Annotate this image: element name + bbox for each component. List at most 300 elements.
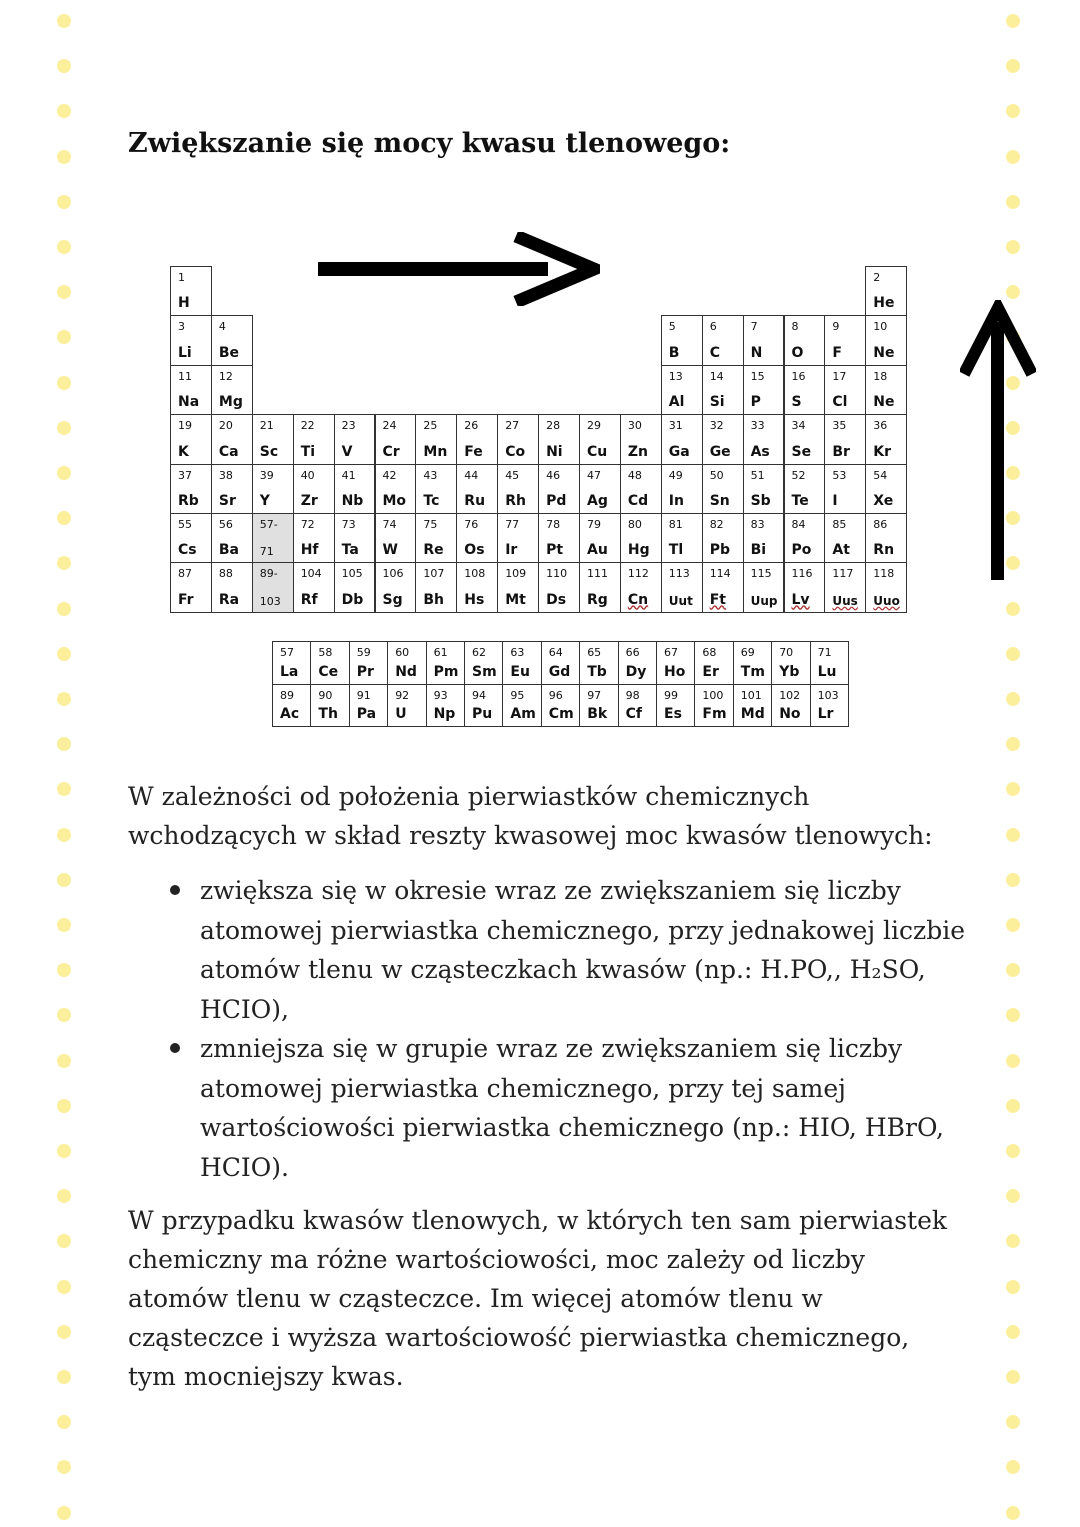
atomic-number: 98	[625, 688, 640, 702]
border-dot	[1006, 1325, 1020, 1339]
element-symbol: P	[750, 394, 761, 411]
element-symbol: Bi	[750, 542, 767, 559]
element-cell	[743, 464, 785, 514]
border-dot	[57, 1008, 71, 1022]
element-symbol: K	[178, 443, 189, 460]
element-symbol: Lu	[817, 663, 837, 680]
atomic-number: 76	[464, 518, 479, 531]
atomic-number: 68	[702, 646, 717, 659]
element-cell	[497, 464, 539, 514]
element-cell	[170, 365, 212, 415]
element-cell	[252, 414, 294, 464]
element-cell	[538, 414, 580, 464]
atomic-number: 87	[178, 567, 192, 581]
atomic-number: 13	[668, 369, 683, 383]
atomic-number: 67	[664, 646, 678, 659]
element-cell	[170, 464, 212, 514]
element-symbol: Hs	[464, 591, 485, 608]
element-cell	[334, 464, 376, 514]
atomic-number: 96	[548, 688, 563, 702]
atomic-number: 79	[587, 518, 601, 531]
element-symbol: Ag	[587, 492, 608, 509]
atomic-number: 32	[709, 419, 724, 433]
element-symbol: Ca	[218, 443, 239, 460]
element-symbol: Dy	[625, 663, 647, 680]
element-cell	[579, 464, 621, 514]
border-dot	[57, 1325, 71, 1339]
element-cell	[293, 562, 335, 612]
atomic-number: 61	[433, 646, 448, 659]
element-symbol: Ds	[546, 591, 567, 608]
element-cell	[293, 414, 335, 464]
element-symbol: Co	[505, 443, 526, 460]
element-cell	[824, 365, 866, 415]
border-dot	[1006, 963, 1020, 977]
atomic-number: 107	[423, 567, 445, 581]
atomic-number: 20	[218, 419, 233, 433]
element-symbol: Uuo	[873, 593, 900, 608]
element-cell	[771, 641, 810, 685]
element-symbol: Pa	[356, 706, 377, 722]
atomic-number: 80	[627, 518, 642, 531]
element-cell	[743, 414, 785, 464]
element-symbol: Zr	[300, 492, 318, 509]
element-cell	[865, 562, 907, 612]
element-symbol: Na	[178, 394, 200, 411]
element-symbol: Rh	[505, 492, 526, 509]
atomic-number: 117	[832, 567, 854, 581]
element-symbol: Ga	[668, 443, 690, 460]
element-cell	[865, 315, 907, 365]
atomic-number: 6	[709, 320, 717, 334]
border-dot	[1006, 918, 1020, 932]
atomic-number: 102	[779, 688, 801, 702]
element-cell	[211, 562, 253, 612]
atomic-number: 7	[750, 320, 758, 334]
element-symbol: Cl	[832, 394, 848, 411]
element-cell	[733, 641, 772, 685]
element-symbol: Po	[791, 542, 812, 559]
element-cell	[784, 414, 826, 464]
atomic-number: 48	[627, 468, 642, 482]
element-symbol: Cf	[625, 706, 642, 722]
element-cell	[702, 414, 744, 464]
element-cell	[426, 684, 465, 728]
element-symbol: He	[873, 295, 895, 312]
border-dot	[57, 104, 71, 118]
element-symbol: Sn	[709, 492, 730, 509]
paragraph-intro: W zależności od położenia pierwiastków chemicznych wchodzących w skład reszty kwasowej moc kwasów tlenowych:	[128, 782, 933, 850]
atomic-number: 25	[423, 419, 438, 433]
element-symbol: Ir	[505, 542, 518, 559]
atomic-number: 29	[587, 419, 601, 433]
element-cell	[310, 684, 349, 728]
element-symbol: Eu	[510, 663, 530, 680]
element-cell	[502, 641, 541, 685]
atomic-number: 116	[791, 567, 813, 581]
element-symbol: Pb	[709, 542, 730, 559]
element-symbol: Cr	[382, 443, 400, 460]
element-symbol: Re	[423, 542, 444, 559]
element-symbol: Pr	[356, 663, 374, 680]
element-symbol: Br	[832, 443, 850, 460]
atomic-number: 19	[178, 419, 192, 433]
atomic-number: 110	[546, 567, 568, 581]
atomic-number: 53	[832, 468, 847, 482]
atomic-number: 24	[382, 419, 397, 433]
element-symbol: Ne	[873, 394, 895, 411]
element-cell	[702, 315, 744, 365]
atomic-number: 34	[791, 419, 806, 433]
atomic-number: 115	[750, 567, 772, 581]
atomic-number: 99	[664, 688, 678, 702]
element-cell	[694, 684, 733, 728]
element-symbol: Ru	[464, 492, 486, 509]
atomic-number: 3	[178, 320, 185, 334]
element-symbol: 71	[259, 545, 274, 559]
border-dot	[1006, 150, 1020, 164]
element-cell	[620, 513, 662, 563]
atomic-number: 47	[587, 468, 601, 482]
element-symbol: Li	[178, 344, 192, 361]
atomic-number: 114	[709, 567, 731, 581]
border-dot	[1006, 285, 1020, 299]
bullet-list	[128, 871, 968, 1187]
element-cell	[334, 513, 376, 563]
element-cell	[538, 562, 580, 612]
element-symbol: Db	[341, 591, 364, 608]
element-symbol: Er	[702, 663, 719, 680]
element-cell	[375, 513, 417, 563]
element-symbol: 103	[259, 594, 281, 608]
element-cell	[656, 684, 695, 728]
element-cell	[497, 513, 539, 563]
atomic-number: 72	[300, 518, 315, 531]
atomic-number: 86	[873, 518, 888, 531]
element-symbol: Cs	[178, 542, 197, 559]
border-dot	[1006, 1506, 1020, 1520]
element-cell	[784, 562, 826, 612]
element-cell	[415, 562, 457, 612]
element-symbol: Pt	[546, 542, 564, 559]
atomic-number: 101	[740, 688, 762, 702]
atomic-number: 89	[280, 688, 294, 702]
element-cell	[415, 414, 457, 464]
element-cell	[579, 562, 621, 612]
element-cell	[252, 513, 294, 563]
border-dot	[57, 918, 71, 932]
element-symbol: Ce	[318, 663, 339, 680]
atomic-number: 73	[341, 518, 356, 531]
element-symbol: Ra	[218, 591, 240, 608]
element-cell	[620, 562, 662, 612]
border-dot	[57, 1189, 71, 1203]
element-symbol: Ge	[709, 443, 731, 460]
border-dot	[1006, 1099, 1020, 1113]
element-symbol: S	[791, 394, 802, 411]
border-dot	[1006, 737, 1020, 751]
element-cell	[456, 513, 498, 563]
element-symbol: I	[832, 492, 838, 509]
atomic-number: 103	[817, 688, 839, 702]
atomic-number: 57	[280, 646, 294, 659]
element-cell	[771, 684, 810, 728]
border-dot	[57, 1280, 71, 1294]
atomic-number: 118	[873, 567, 895, 581]
atomic-number: 11	[178, 369, 192, 383]
border-dot	[1006, 59, 1020, 73]
element-cell	[170, 513, 212, 563]
atomic-number: 40	[300, 468, 315, 482]
element-symbol: Uup	[750, 593, 778, 608]
element-cell	[865, 365, 907, 415]
element-cell	[618, 684, 657, 728]
atomic-number: 9	[832, 320, 840, 334]
element-cell	[620, 414, 662, 464]
element-cell	[272, 684, 311, 728]
element-symbol: Fm	[702, 706, 727, 722]
atomic-number: 17	[832, 369, 847, 383]
element-symbol: Sc	[259, 443, 279, 460]
element-symbol: Ni	[546, 443, 563, 460]
element-symbol: Fe	[464, 443, 483, 460]
atomic-number: 1	[178, 271, 185, 284]
element-cell	[415, 464, 457, 514]
periodic-table	[170, 266, 908, 612]
element-symbol: Os	[464, 542, 485, 559]
border-dot	[57, 782, 71, 796]
atomic-number: 100	[702, 688, 724, 702]
element-cell	[170, 266, 212, 316]
atomic-number: 94	[472, 688, 486, 702]
atomic-number: 90	[318, 688, 333, 702]
border-dot	[1006, 828, 1020, 842]
element-cell	[170, 414, 212, 464]
element-symbol: Cn	[627, 591, 649, 608]
element-symbol: Pu	[472, 706, 493, 722]
element-cell	[620, 464, 662, 514]
border-dot	[1006, 1460, 1020, 1474]
element-cell	[702, 464, 744, 514]
element-symbol: Ho	[664, 663, 686, 680]
element-symbol: Y	[259, 492, 270, 509]
border-dot	[57, 511, 71, 525]
border-dot	[57, 828, 71, 842]
atomic-number: 36	[873, 419, 888, 433]
element-cell	[865, 464, 907, 514]
element-symbol: Al	[668, 394, 685, 411]
border-dot	[57, 692, 71, 706]
border-dot	[57, 421, 71, 435]
element-symbol: Kr	[873, 443, 892, 460]
border-dot	[57, 1460, 71, 1474]
atomic-number: 43	[423, 468, 438, 482]
border-dot	[57, 1099, 71, 1113]
atomic-number: 14	[709, 369, 724, 383]
atomic-number: 56	[218, 518, 233, 531]
element-symbol: Tl	[668, 542, 684, 559]
border-dot	[1006, 240, 1020, 254]
element-cell	[661, 513, 703, 563]
atomic-number: 2	[873, 271, 881, 284]
atomic-number: 71	[817, 646, 832, 659]
element-symbol: Th	[318, 706, 338, 722]
element-cell	[464, 641, 503, 685]
element-cell	[784, 315, 826, 365]
element-symbol: Rf	[300, 591, 318, 608]
element-cell	[211, 464, 253, 514]
element-symbol: Nb	[341, 492, 364, 509]
element-symbol: Hf	[300, 542, 319, 559]
atomic-number: 58	[318, 646, 333, 659]
element-symbol: Te	[791, 492, 809, 509]
atomic-number: 38	[218, 468, 233, 482]
border-dot	[57, 602, 71, 616]
element-symbol: Gd	[548, 663, 571, 680]
element-cell	[702, 562, 744, 612]
element-symbol: Bh	[423, 591, 445, 608]
atomic-number: 106	[382, 567, 404, 581]
element-symbol: Si	[709, 394, 725, 411]
atomic-number: 23	[341, 419, 356, 433]
element-cell	[579, 513, 621, 563]
element-cell	[310, 641, 349, 685]
element-cell	[810, 641, 849, 685]
border-dot	[57, 1370, 71, 1384]
element-cell	[824, 414, 866, 464]
element-cell	[702, 513, 744, 563]
element-cell	[743, 315, 785, 365]
atomic-number: 26	[464, 419, 479, 433]
atomic-number: 30	[627, 419, 642, 433]
element-symbol: B	[668, 344, 680, 361]
atomic-number: 55	[178, 518, 192, 531]
atomic-number: 75	[423, 518, 438, 531]
atomic-number: 66	[625, 646, 640, 659]
border-dot	[1006, 692, 1020, 706]
border-dot	[57, 285, 71, 299]
element-cell	[824, 513, 866, 563]
atomic-number: 51	[750, 468, 765, 482]
atomic-number: 82	[709, 518, 724, 531]
element-cell	[349, 641, 388, 685]
atomic-number: 64	[548, 646, 563, 659]
atomic-number: 91	[356, 688, 371, 702]
element-cell	[538, 513, 580, 563]
atomic-number: 60	[395, 646, 410, 659]
element-cell	[387, 684, 426, 728]
border-dot	[1006, 647, 1020, 661]
atomic-number: 63	[510, 646, 525, 659]
border-dot	[57, 737, 71, 751]
atomic-number: 16	[791, 369, 806, 383]
element-cell	[334, 562, 376, 612]
element-cell	[824, 315, 866, 365]
element-cell	[743, 365, 785, 415]
element-cell	[824, 562, 866, 612]
atomic-number: 42	[382, 468, 397, 482]
atomic-number: 59	[356, 646, 371, 659]
atomic-number: 10	[873, 320, 888, 334]
element-symbol: Np	[433, 706, 456, 722]
element-symbol: Uut	[668, 593, 693, 608]
border-dot	[57, 14, 71, 28]
element-cell	[211, 365, 253, 415]
atomic-number: 92	[395, 688, 410, 702]
border-dot	[1006, 1234, 1020, 1248]
element-cell	[661, 464, 703, 514]
element-symbol: Mn	[423, 443, 448, 460]
element-symbol: W	[382, 542, 398, 559]
element-symbol: Pd	[546, 492, 567, 509]
element-cell	[252, 562, 294, 612]
atomic-number: 21	[259, 419, 274, 433]
border-dot	[57, 150, 71, 164]
element-cell	[497, 414, 539, 464]
element-cell	[464, 684, 503, 728]
element-cell	[456, 414, 498, 464]
element-cell	[618, 641, 657, 685]
element-cell	[656, 641, 695, 685]
element-cell	[170, 562, 212, 612]
element-symbol: Md	[740, 706, 765, 722]
border-dot	[1006, 195, 1020, 209]
atomic-number: 65	[587, 646, 602, 659]
atomic-number: 35	[832, 419, 847, 433]
arrow-up-icon	[960, 300, 1036, 582]
element-cell	[456, 464, 498, 514]
element-cell	[293, 513, 335, 563]
atomic-number: 28	[546, 419, 561, 433]
bullet-item-group: zmniejsza się w grupie wraz ze zwiększaniem się liczby atomowej pierwiastka chemicznego, przy tej samej wartościowości pierwiastka chemicznego (np.: HIO, HBrO, HCIO).	[128, 1029, 968, 1187]
element-cell	[272, 641, 311, 685]
element-symbol: Be	[218, 344, 240, 361]
atomic-number: 15	[750, 369, 765, 383]
atomic-number: 8	[791, 320, 799, 334]
border-dot	[1006, 602, 1020, 616]
element-cell	[661, 365, 703, 415]
element-cell	[661, 414, 703, 464]
atomic-number: 84	[791, 518, 806, 531]
element-cell	[743, 562, 785, 612]
element-symbol: C	[709, 344, 720, 361]
element-symbol: Es	[664, 706, 682, 722]
atomic-number: 74	[382, 518, 397, 531]
element-cell	[579, 414, 621, 464]
atomic-number: 69	[740, 646, 755, 659]
element-symbol: In	[668, 492, 684, 509]
element-symbol: Sm	[472, 663, 497, 680]
atomic-number: 70	[779, 646, 794, 659]
element-symbol: Am	[510, 706, 536, 722]
element-symbol: Zn	[627, 443, 649, 460]
element-cell	[865, 414, 907, 464]
element-cell	[211, 513, 253, 563]
element-cell	[426, 641, 465, 685]
atomic-number: 95	[510, 688, 525, 702]
element-cell	[579, 684, 618, 728]
atomic-number: 49	[668, 468, 683, 482]
element-symbol: At	[832, 542, 850, 559]
element-symbol: N	[750, 344, 763, 361]
element-cell	[211, 414, 253, 464]
element-cell	[661, 315, 703, 365]
element-symbol: No	[779, 706, 801, 722]
element-cell	[541, 641, 580, 685]
atomic-number: 22	[300, 419, 315, 433]
element-symbol: Mt	[505, 591, 526, 608]
element-symbol: Cd	[627, 492, 649, 509]
